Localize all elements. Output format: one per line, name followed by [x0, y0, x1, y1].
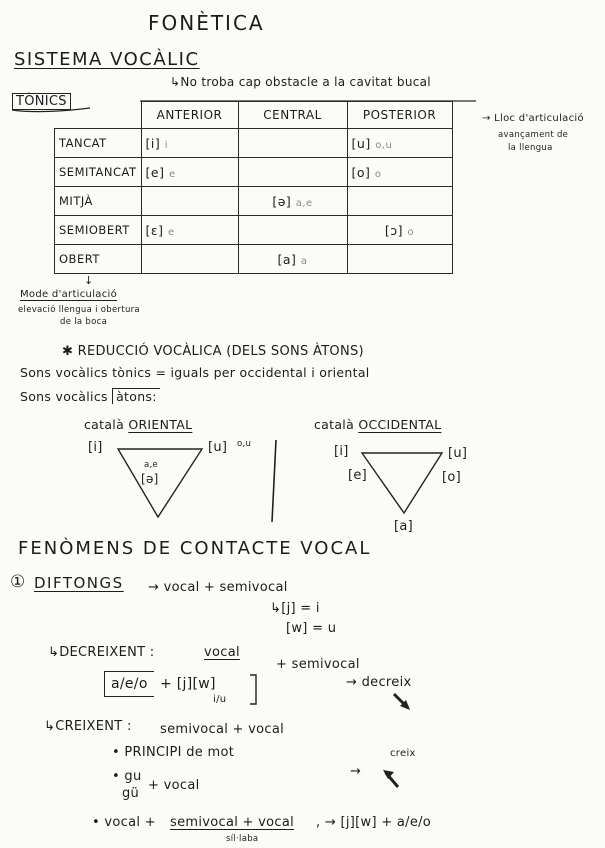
row-label: SEMITANCAT — [55, 158, 142, 187]
reduccio-line-1: Sons vocàlics tònics = iguals per occidental i oriental — [20, 365, 370, 380]
occidental-triangle — [362, 453, 442, 513]
creixent-bullet-2c: + vocal — [148, 778, 200, 793]
decreix-arrow-icon — [394, 694, 408, 708]
triangle-divider — [272, 440, 276, 522]
table-row — [55, 216, 453, 245]
lloc-sub-1: avançament de — [498, 130, 569, 140]
row-label: TANCAT — [55, 129, 142, 158]
creixent-bullet-3a: • vocal + — [92, 815, 156, 830]
occidental-name: OCCIDENTAL — [358, 417, 442, 432]
creix-arrow-icon — [386, 773, 398, 787]
vowel-symbol: [e] — [145, 164, 165, 180]
creixent-label: ↳CREIXENT : — [44, 719, 132, 734]
page-title: FONÈTICA — [148, 11, 265, 35]
creixent-bullet-2a: • gu — [112, 769, 142, 784]
column-header: POSTERIOR — [347, 102, 452, 129]
occidental-label — [314, 417, 441, 432]
vowel-table — [54, 101, 453, 274]
column-header: CENTRAL — [238, 102, 347, 129]
sillaba-note: síl·laba — [226, 834, 259, 844]
oriental-u: [u] — [208, 440, 228, 455]
creixent-bullet-3b: semivocal + vocal — [170, 815, 295, 830]
row-label: MITJÀ — [55, 187, 142, 216]
vowel-symbol: [ə] — [272, 193, 292, 209]
diftongs-heading: DIFTONGS — [34, 574, 124, 592]
vowel-note: a — [300, 255, 308, 267]
vowel-symbol: [ɛ] — [145, 222, 164, 238]
vowel-note: e — [168, 168, 176, 180]
vowel-note: a,e — [295, 197, 313, 209]
vowel-symbol: [u] — [351, 135, 371, 151]
section-heading-contacte-vocal: FENÒMENS DE CONTACTE VOCAL — [18, 538, 372, 559]
diftongs-definition: → vocal + semivocal — [148, 580, 288, 595]
reduccio-line-2-prefix: Sons vocàlics — [20, 389, 108, 404]
column-header: ANTERIOR — [141, 102, 238, 129]
item-number: ① — [10, 572, 26, 592]
decreixent-result: → decreix — [346, 675, 412, 690]
oriental-triangle — [118, 449, 202, 517]
decreixent-def-semivocal: + semivocal — [276, 657, 360, 672]
creixent-definition: semivocal + vocal — [160, 722, 285, 737]
oriental-u-note: o,u — [237, 439, 252, 449]
creixent-bullet-1: • PRINCIPI de mot — [112, 745, 235, 760]
oriental-label — [84, 417, 192, 432]
table-corner — [55, 102, 142, 129]
section-heading-sistema-vocalic: SISTEMA VOCÀLIC — [14, 49, 200, 70]
mode-sub-1: elevació llengua i obertura — [18, 305, 140, 315]
formula-bracket-right — [250, 675, 256, 704]
occidental-i: [i] — [334, 444, 349, 459]
table-row — [55, 158, 453, 187]
w-equivalence: [w] = u — [286, 621, 337, 636]
occidental-prefix: català — [314, 417, 355, 432]
vowel-note: i — [164, 139, 169, 151]
decreixent-label: ↳DECREIXENT : — [48, 645, 155, 660]
vowel-symbol: [o] — [351, 164, 371, 180]
tonics-label: TÒNICS — [12, 93, 71, 110]
oriental-prefix: català — [84, 417, 125, 432]
sistema-note: ↳No troba cap obstacle a la cavitat bucal — [170, 75, 431, 89]
occidental-a: [a] — [394, 519, 414, 534]
occidental-u: [u] — [448, 446, 468, 461]
oriental-center-note: a,e — [144, 460, 159, 470]
creix-arrow-head — [383, 770, 394, 779]
vowel-symbol: [i] — [145, 135, 161, 151]
oriental-i: [i] — [88, 440, 103, 455]
lloc-articulacio-note: → Lloc d'articulació — [482, 113, 584, 124]
table-row — [55, 245, 453, 274]
decreixent-def-vocal: vocal — [204, 645, 240, 660]
right-arrow-icon: → — [350, 764, 362, 779]
oriental-schwa: [ə] — [141, 472, 159, 486]
atons-boxed: àtons: — [112, 388, 160, 404]
vowel-note: o — [407, 226, 415, 238]
mode-sub-2: de la boca — [60, 317, 108, 327]
down-arrow-icon: ↓ — [84, 274, 94, 287]
creix-note: creix — [390, 748, 416, 759]
vowel-note: e — [168, 226, 175, 238]
lloc-sub-2: la llengua — [508, 143, 553, 153]
vowel-symbol: [ɔ] — [384, 222, 404, 238]
oriental-name: ORIENTAL — [128, 417, 193, 432]
decreixent-formula-rest: + [j][w] — [160, 676, 216, 692]
decreix-arrow-head — [400, 700, 410, 710]
table-row — [55, 129, 453, 158]
occidental-o: [o] — [442, 470, 461, 485]
creixent-bullet-3c: , → [j][w] + a/e/o — [316, 815, 432, 830]
vowel-note: o — [374, 168, 382, 180]
vowel-symbol: [a] — [277, 251, 297, 267]
occidental-e: [e] — [348, 468, 368, 483]
reduccio-heading: ✱ REDUCCIÓ VOCÀLICA (DELS SONS ÀTONS) — [62, 344, 364, 359]
j-equivalence: ↳[j] = i — [270, 601, 320, 616]
row-label: OBERT — [55, 245, 142, 274]
table-header-row — [55, 102, 453, 129]
table-row — [55, 187, 453, 216]
row-label: SEMIOBERT — [55, 216, 142, 245]
decreixent-formula-sub: i/u — [213, 694, 227, 705]
creixent-bullet-2b: gü — [122, 786, 140, 801]
mode-articulacio-note: Mode d'articulació — [20, 289, 117, 300]
decreixent-formula-box: a/e/o — [104, 671, 154, 697]
vowel-note: o,u — [375, 139, 393, 151]
reduccio-line-2 — [20, 389, 160, 404]
